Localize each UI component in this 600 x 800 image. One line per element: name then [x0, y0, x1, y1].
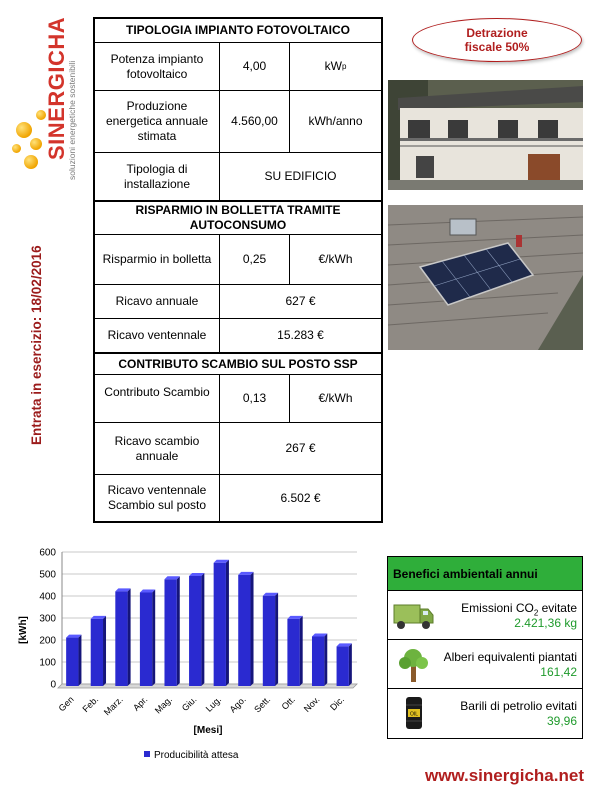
bar-side [128, 588, 131, 686]
chart-bars [66, 560, 352, 686]
row-unit: €/kWh [318, 391, 353, 405]
bar [214, 563, 226, 686]
row-unit: kWh/anno [308, 114, 363, 128]
x-tick-label: Marz. [101, 694, 125, 718]
badge-line1: Detrazione [466, 26, 528, 40]
bar-side [78, 635, 81, 686]
oil-icon-label: OIL [409, 711, 419, 718]
table-row [95, 475, 381, 521]
x-tick-label: Lug. [203, 694, 224, 714]
bar [140, 593, 152, 687]
chart-x-axis-label: [Mesi] [193, 725, 223, 736]
benefit-label [461, 601, 577, 617]
row-label: Ricavo annuale [95, 285, 220, 318]
oil-barrel-icon [392, 693, 436, 733]
bar [66, 638, 78, 686]
table-row [95, 423, 381, 475]
co2-label-pre: Emissioni CO [461, 601, 534, 615]
brand-logo [8, 10, 88, 180]
y-tick-label: 200 [39, 635, 56, 647]
benefit-trees [388, 640, 582, 689]
bar [337, 646, 349, 686]
x-tick-label: Sett. [252, 694, 273, 715]
legend-label: Producibilità attesa [154, 750, 239, 761]
logo-dot [16, 122, 32, 138]
x-tick-label: Feb. [80, 694, 101, 715]
table-row [95, 43, 381, 91]
row-value: 0,25 [220, 235, 290, 284]
legend-swatch [144, 751, 150, 757]
website-link[interactable]: www.sinergicha.net [424, 766, 584, 785]
bar [164, 579, 176, 686]
x-tick-label: Mag. [152, 694, 175, 716]
row-value: 15.283 € [277, 328, 324, 342]
bar [238, 575, 250, 686]
logo-dot [12, 144, 21, 153]
row-value: 4,00 [220, 43, 290, 90]
logo-dot [30, 138, 42, 150]
truck-icon [392, 595, 436, 635]
x-tick-label: Dic. [328, 694, 347, 713]
x-tick-label: Ago. [227, 694, 248, 715]
row-label: Risparmio in bolletta [95, 235, 220, 284]
bar-side [177, 576, 180, 686]
row-value: 0,13 [220, 375, 290, 422]
entry-date: Entrata in esercizio: 18/02/2016 [29, 245, 44, 445]
badge-line2: fiscale 50% [464, 40, 530, 54]
logo-dot [24, 155, 38, 169]
brand-name: SINERGICHA [44, 16, 69, 160]
roof-panels-photo [388, 205, 583, 350]
bar-side [152, 590, 155, 687]
row-unit [290, 43, 381, 90]
row-value: 4.560,00 [220, 91, 290, 152]
table-row [95, 319, 381, 353]
x-tick-label: Gen [56, 694, 76, 714]
benefit-oil [388, 689, 582, 738]
bar-side [275, 593, 278, 686]
y-tick-label: 300 [39, 613, 56, 625]
y-tick-label: 0 [50, 679, 56, 691]
specs-table [93, 17, 383, 523]
bar [312, 637, 324, 687]
row-value: 6.502 € [280, 490, 321, 505]
house-illustration [388, 80, 583, 190]
row-label: Potenza impianto fotovoltaico [95, 43, 220, 90]
bar-side [324, 634, 327, 687]
benefit-label: Alberi equivalenti piantati [443, 650, 577, 664]
y-tick-label: 500 [39, 569, 56, 581]
row-value: SU EDIFICIO [264, 169, 337, 183]
bar-side [349, 643, 352, 686]
bar [263, 596, 275, 686]
chart-y-axis-label: [kWh] [18, 616, 29, 644]
bar [189, 576, 201, 686]
x-tick-label: Ott. [279, 694, 297, 712]
roof-illustration [388, 205, 583, 350]
bar [287, 619, 299, 686]
benefits-panel [387, 556, 583, 739]
table-row [95, 153, 381, 201]
benefit-co2 [388, 591, 582, 640]
y-tick-label: 600 [39, 547, 56, 559]
section-title-ssp: CONTRIBUTO SCAMBIO SUL POSTO SSP [95, 353, 381, 375]
benefit-value: 161,42 [540, 665, 577, 679]
row-value: 267 € [285, 441, 316, 455]
benefit-label: Barili di petrolio evitati [460, 699, 577, 713]
row-label: Ricavo ventennale [95, 319, 220, 352]
brand-tagline: soluzioni energetiche sostenibili [67, 60, 77, 180]
y-tick-label: 400 [39, 591, 56, 603]
x-tick-label: Giu. [179, 694, 199, 714]
section-title-risparmio: RISPARMIO IN BOLLETTA TRAMITE AUTOCONSUMO [95, 201, 381, 235]
benefit-value: 2.421,36 kg [514, 616, 577, 630]
row-label: Ricavo ventennale Scambio sul posto [95, 475, 220, 521]
x-tick-label: Nov. [301, 694, 322, 715]
tree-icon [392, 644, 436, 684]
y-tick-label: 100 [39, 657, 56, 669]
bar-side [201, 573, 204, 686]
row-value: 627 € [285, 294, 316, 308]
x-tick-label: Apr. [131, 694, 150, 713]
row-label: Ricavo scambio annuale [95, 423, 220, 474]
chart-y-ticks [39, 548, 56, 691]
bar-side [103, 616, 106, 686]
co2-label-post: evitate [538, 601, 577, 615]
bar-side [300, 616, 303, 686]
tax-deduction-badge [412, 18, 582, 62]
bar-side [251, 572, 254, 686]
bar-side [226, 560, 229, 686]
bar [115, 591, 127, 686]
table-row [95, 235, 381, 285]
table-row [95, 91, 381, 153]
chart-x-ticks [57, 694, 347, 717]
unit-sub: p [341, 62, 347, 71]
unit-main: kW [324, 59, 342, 73]
table-row [95, 375, 381, 423]
co2-label-sub: 2 [533, 608, 539, 618]
production-chart [10, 540, 370, 770]
house-photo [388, 80, 583, 190]
section-title-impianto: TIPOLOGIA IMPIANTO FOTOVOLTAICO [95, 19, 381, 43]
table-row [95, 285, 381, 319]
benefits-title: Benefici ambientali annui [388, 557, 582, 591]
bar [91, 619, 103, 686]
row-label: Tipologia di installazione [95, 153, 220, 200]
benefit-value: 39,96 [546, 714, 577, 728]
row-label: Contributo Scambio [95, 375, 220, 422]
row-unit: €/kWh [318, 252, 353, 266]
row-label: Produzione energetica annuale stimata [95, 91, 220, 152]
